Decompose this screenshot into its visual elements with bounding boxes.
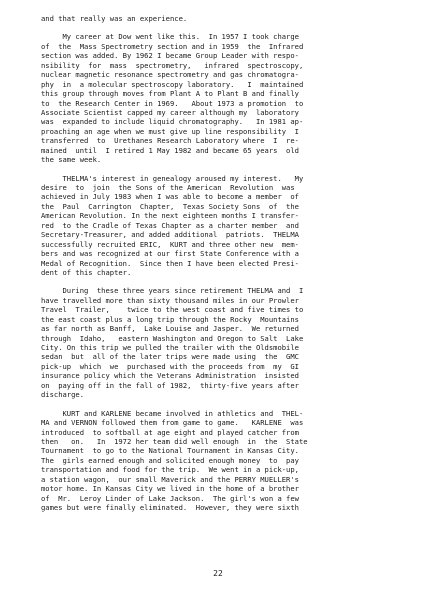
text-line: MA and VERNON followed them from game to game. KARLENE was <box>41 418 304 428</box>
text-line: a station wagon, our small Maverick and the PERRY MUELLER's <box>41 474 299 484</box>
text-line: desire to join the Sons of the American Revolution was <box>41 183 295 192</box>
text-line: on paying off in the fall of 1982, thirty-five years after <box>41 380 299 390</box>
text-line: insurance policy which the Veterans Administration insisted <box>41 371 299 381</box>
text-line: During these three years since retirement THELMA and I <box>41 286 304 296</box>
text-line: section was added. By 1962 I became Group Leader with respo- <box>41 51 299 61</box>
text-line: Tournament to go to the National Tournament in Kansas City. <box>41 446 299 456</box>
text-line: American Revolution. In the next eighteen months I transfer- <box>41 211 299 221</box>
text-line: of Mr. Leroy Linder of Lake Jackson. The girl's won a few <box>41 493 299 503</box>
text-line: proaching an age when we must give up line responsibility I <box>41 126 299 136</box>
text-line: red to the Cradle of Texas Chapter as a charter member and <box>41 220 299 230</box>
text-line: KURT and KARLENE became involved in athletics and THEL- <box>41 408 304 418</box>
text-line: THELMA's interest in genealogy aroused my interest. My <box>41 173 304 183</box>
body-text <box>41 14 406 512</box>
paragraph <box>41 409 406 513</box>
text-line: discharge. <box>41 390 84 400</box>
text-line: as far north as Banff, Lake Louise and Jasper. We returned <box>41 324 299 334</box>
text-line: the same week. <box>41 155 102 165</box>
paragraph <box>41 286 406 399</box>
text-line: transportation and food for the trip. We went in a pick-up, <box>41 465 299 475</box>
text-line: the Paul Carrington Chapter, Texas Society Sons of the <box>41 201 299 211</box>
text-line: Associate Scientist capped my career although my laboratory <box>41 107 299 117</box>
text-line: nsibility for mass spectrometry, infrared spectroscopy, <box>41 60 304 70</box>
page-number: 22 <box>213 569 223 578</box>
text-line: and that really was an experience. <box>41 14 188 23</box>
paragraph <box>41 32 406 164</box>
text-line: sedan but all of the later trips were made using the GMC <box>41 352 299 362</box>
text-line: mained until I retired 1 May 1982 and became 65 years old <box>41 145 299 155</box>
text-line: of the Mass Spectrometry section and in 1959 the Infrared <box>41 41 304 51</box>
text-line: The girls earned enough and solicited enough money to pay <box>41 455 299 465</box>
text-line: Secretary-Treasurer, and added additional patriots. THELMA <box>41 230 299 240</box>
text-line: successfully recruited ERIC, KURT and three other new mem- <box>41 239 299 249</box>
paragraph-gap <box>41 277 406 286</box>
text-line: Medal of Recognition. Since then I have been elected Presi- <box>41 258 299 268</box>
paragraph-gap <box>41 23 406 32</box>
text-line: this group through moves from Plant A to Plant B and finally <box>41 89 299 99</box>
text-line: games but were finally eliminated. However, they were sixth <box>41 503 299 512</box>
paragraph <box>41 174 406 278</box>
text-line: dent of this chapter. <box>41 267 132 277</box>
text-line: bers and was recognized at our first State Conference with a <box>41 249 299 259</box>
text-line: introduced to softball at age eight and played catcher from <box>41 427 299 437</box>
text-line: the east coast plus a long trip through the Rocky Mountains <box>41 314 299 324</box>
text-line: City. On this trip we pulled the trailer with the Oldsmobile <box>41 343 299 352</box>
text-line: phy in a molecular spectroscopy laboratory. I maintained <box>41 79 304 89</box>
text-line: My career at Dow went like this. In 1957 I took charge <box>41 32 299 42</box>
text-line: to the Research Center in 1969. About 1973 a promotion to <box>41 98 304 108</box>
text-line: then on. In 1972 her team did well enough in the State <box>41 436 308 446</box>
text-line: Travel Trailer, twice to the west coast and five times to <box>41 305 304 315</box>
text-line: achieved in July 1983 when I was able to become a member of <box>41 192 299 202</box>
text-line: through Idaho, eastern Washington and Oregon to Salt Lake <box>41 333 304 343</box>
paragraph-gap <box>41 400 406 409</box>
paragraph-gap <box>41 165 406 174</box>
text-line: motor home. In Kansas City we lived in the home of a brother <box>41 484 299 494</box>
paragraph <box>41 14 406 23</box>
text-line: transferred to Urethanes Research Laboratory where I re- <box>41 136 299 146</box>
text-line: pick-up which we purchased with the proceeds from my GI <box>41 361 299 371</box>
text-line: was expanded to include liquid chromatography. In 1981 ap- <box>41 117 304 127</box>
text-line: nuclear magnetic resonance spectrometry and gas chromatogra- <box>41 70 299 80</box>
text-line: have travelled more than sixty thousand miles in our Prowler <box>41 295 299 305</box>
